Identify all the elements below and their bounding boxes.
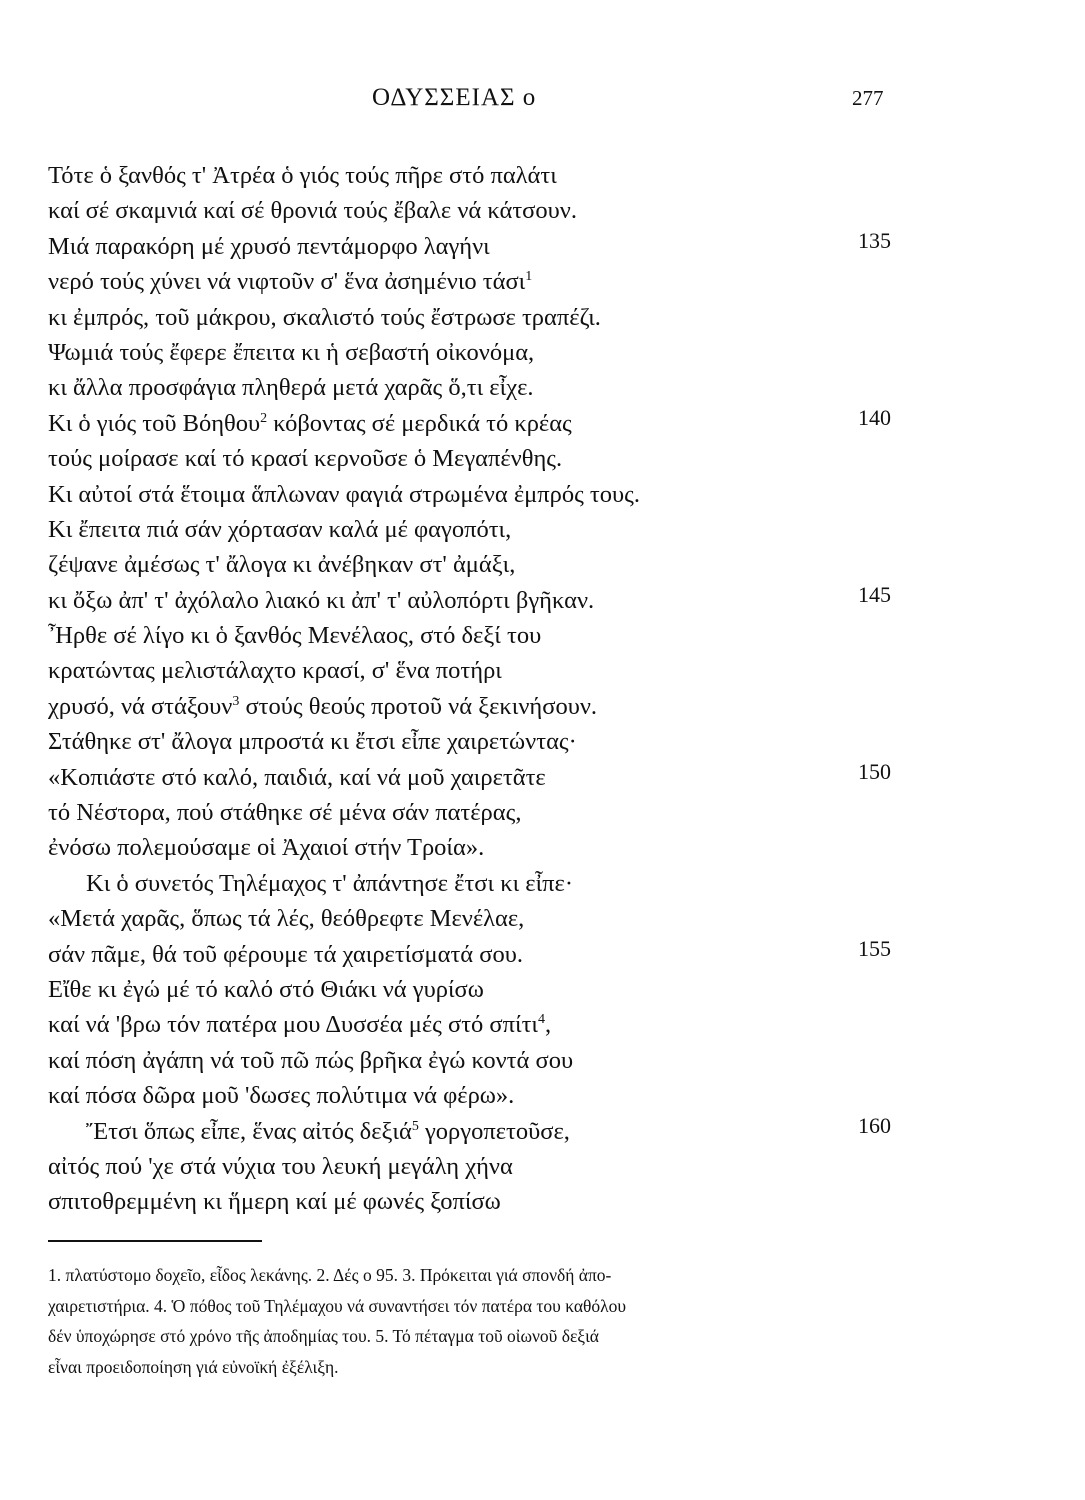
verse-main-text: Κι ὁ γιός τοῦ Βόηθου [48,409,261,437]
verse-main-text: κι ἄλλα προσφάγια πληθερά μετά χαρᾶς ὅ,τι εἶχε. [48,374,534,402]
verse-text [48,445,562,472]
verse-main-text: κι ἐμπρός, τοῦ μάκρου, σκαλιστό τούς ἔστρωσε τραπέζι. [48,303,601,331]
verse-text [48,976,484,1003]
line-number: 135 [858,227,891,253]
verse-line [48,1149,948,1184]
verse-line [48,724,948,759]
footnotes [48,1260,908,1382]
verse-main-text: Εἴθε κι ἐγώ μέ τό καλό στό Θιάκι νά γυρίσω [48,975,484,1003]
verse-text [48,197,577,224]
footnote-line: χαιρετιστήρια. 4. Ὁ πόθος τοῦ Τηλέμαχου νά συναντήσει τόν πατέρα του καθόλου [48,1295,627,1316]
line-number: 150 [858,758,891,784]
verse-main-text: καί νά 'βρω τόν πατέρα μου Δυσσέα μές στό σπίτι [48,1011,539,1039]
verse-continuation: , [545,1011,552,1039]
verse-main-text: νερό τούς χύνει νά νιφτοῦν σ' ἕνα ἀσημένιο τάσι [48,268,526,296]
footnote-marker: 1 [525,269,533,285]
verse-text [48,162,557,189]
verse-main-text: «Κοπιάστε στό καλό, παιδιά, καί νά μοῦ χαιρετᾶτε [48,763,546,791]
verse-line [48,1043,948,1078]
verse-main-text: σπιτοθρεμμένη κι ἥμερη καί μέ φωνές ξοπίσω [48,1188,501,1216]
verse-line [48,689,948,724]
verse-line [48,264,948,299]
verse-text [48,516,511,543]
verse-text [48,941,523,968]
verse-line [48,335,948,370]
footnote-line: δέν ὑποχώρησε στό χρόνο τῆς ἀποδημίας του. 5. Τό πέταγμα τοῦ οἰωνοῦ δεξιά [48,1326,599,1346]
page-number: 277 [852,86,884,110]
footnote-line: 1. πλατύστομο δοχεῖο, εἶδος λεκάνης. 2. Δές ο 95. 3. Πρόκειται γιά σπονδή ἀπο- [48,1265,612,1285]
verse-main-text: Ἔτσι ὅπως εἶπε, ἕνας αἰτός δεξιά [86,1117,412,1145]
verse-continuation: στούς θεούς προτοῦ νά ξεκινήσουν. [239,692,598,720]
verse-main-text: Κι ὁ συνετός Τηλέμαχος τ' ἀπάντησε ἔτσι κι εἶπε· [86,869,573,897]
verse-text [48,551,515,578]
verse-line [48,901,948,936]
verse-text [48,304,601,331]
verse-text [48,410,572,437]
line-number: 145 [858,581,891,607]
verse-line [48,653,948,688]
footnote-marker: 2 [260,410,268,426]
verse-line [48,441,948,476]
verse-main-text: Στάθηκε στ' ἄλογα μπροστά κι ἔτσι εἶπε χαιρετώντας· [48,728,577,756]
verse-continuation: γοργοπετοῦσε, [418,1117,570,1145]
verse-line [48,1078,948,1113]
verse-text [48,764,546,791]
verse-main-text: Μιά παρακόρη μέ χρυσό πεντάμορφο λαγήνι [48,232,490,260]
verse-line [48,193,948,228]
verse-text [48,587,594,614]
verse-line [48,229,948,264]
verse-main-text: καί σέ σκαμνιά καί σέ θρονιά τούς ἔβαλε νά κάτσουν. [48,197,577,225]
verse-main-text: Ψωμιά τούς ἔφερε ἔπειτα κι ἡ σεβαστή οἰκονόμα, [48,338,535,366]
verse-line [48,972,948,1007]
running-title: ΟΔΥΣΣΕΙΑΣ ο [372,84,537,111]
verse-text [48,622,541,649]
verse-main-text: τό Νέστορα, πού στάθηκε σέ μένα σάν πατέρας, [48,799,522,827]
footnote-divider [48,1240,262,1242]
verse-continuation: κόβοντας σέ μερδικά τό κρέας [267,409,572,437]
verse-main-text: τούς μοίρασε καί τό κρασί κερνοῦσε ὁ Μεγαπένθης. [48,445,563,473]
line-number: 160 [858,1112,891,1138]
verse-text [48,693,597,720]
footnote-marker: 4 [538,1012,546,1028]
verse-text [48,233,490,260]
verse-line [48,1114,948,1149]
verse-text [48,905,524,932]
footnote-line: εἶναι προειδοποίηση γιά εὐνοϊκή ἐξέλιξη. [48,1356,339,1377]
verse-main-text: Ἦρθε σέ λίγο κι ὁ ξανθός Μενέλαος, στό δεξί του [48,622,542,650]
verse-main-text: ζέψανε ἀμέσως τ' ἄλογα κι ἀνέβηκαν στ' ἀμάξι, [48,551,516,579]
verse-line [48,370,948,405]
verse-text [48,1011,551,1038]
verse-line [48,406,948,441]
verse-line [48,1184,948,1219]
verse-main-text: Κι ἔπειτα πιά σάν χόρτασαν καλά μέ φαγοπότι, [48,515,512,543]
verse-text [48,1153,513,1180]
verse-line [48,830,948,865]
verse-text [48,799,521,826]
verse-line [48,300,948,335]
verse-main-text: ἐνόσω πολεμούσαμε οἱ Ἀχαιοί στήν Τροία». [48,834,485,862]
verse-text [48,268,532,295]
verse-line [48,158,948,193]
verse-text [48,834,484,861]
verse-line [48,583,948,618]
verse-line [48,1007,948,1042]
footnote-marker: 5 [411,1118,419,1134]
poem-text [48,158,948,1220]
verse-main-text: «Μετά χαρᾶς, ὅπως τά λές, θεόθρεφτε Μενέλαε, [48,905,525,933]
verse-text [48,481,640,508]
verse-line [48,477,948,512]
verse-line [48,618,948,653]
verse-line [48,760,948,795]
verse-line [48,547,948,582]
verse-text [48,339,534,366]
verse-text [48,1118,570,1145]
line-number: 155 [858,935,891,961]
verse-main-text: αἰτός πού 'χε στά νύχια του λευκή μεγάλη χήνα [48,1152,513,1180]
verse-main-text: σάν πᾶμε, θά τοῦ φέρουμε τά χαιρετίσματά σου. [48,940,523,968]
verse-line [48,795,948,830]
verse-line [48,937,948,972]
line-number: 140 [858,404,891,430]
verse-main-text: Κι αὐτοί στά ἕτοιμα ἅπλωναν φαγιά στρωμένα ἐμπρός τους. [48,480,640,508]
verse-main-text: καί πόση ἀγάπη νά τοῦ πῶ πώς βρῆκα ἐγώ κοντά σου [48,1046,574,1074]
verse-text [48,1082,514,1109]
verse-text [48,1047,573,1074]
verse-main-text: Τότε ὁ ξανθός τ' Ἀτρέα ὁ γιός τούς πῆρε στό παλάτι [48,162,557,189]
verse-text [48,374,533,401]
verse-main-text: χρυσό, νά στάξουν [48,692,233,720]
verse-text [48,1188,501,1215]
verse-line [48,512,948,547]
footnote-marker: 3 [232,693,240,709]
verse-text [48,728,577,755]
verse-main-text: κι ὄξω ἀπ' τ' ἀχόλαλο λιακό κι ἀπ' τ' αὐλοπόρτι βγῆκαν. [48,586,595,614]
verse-main-text: καί πόσα δῶρα μοῦ 'δωσες πολύτιμα νά φέρω». [48,1082,515,1110]
verse-text [48,870,573,897]
verse-main-text: κρατώντας μελιστάλαχτο κρασί, σ' ἕνα ποτήρι [48,657,502,685]
verse-line [48,866,948,901]
verse-text [48,657,502,684]
